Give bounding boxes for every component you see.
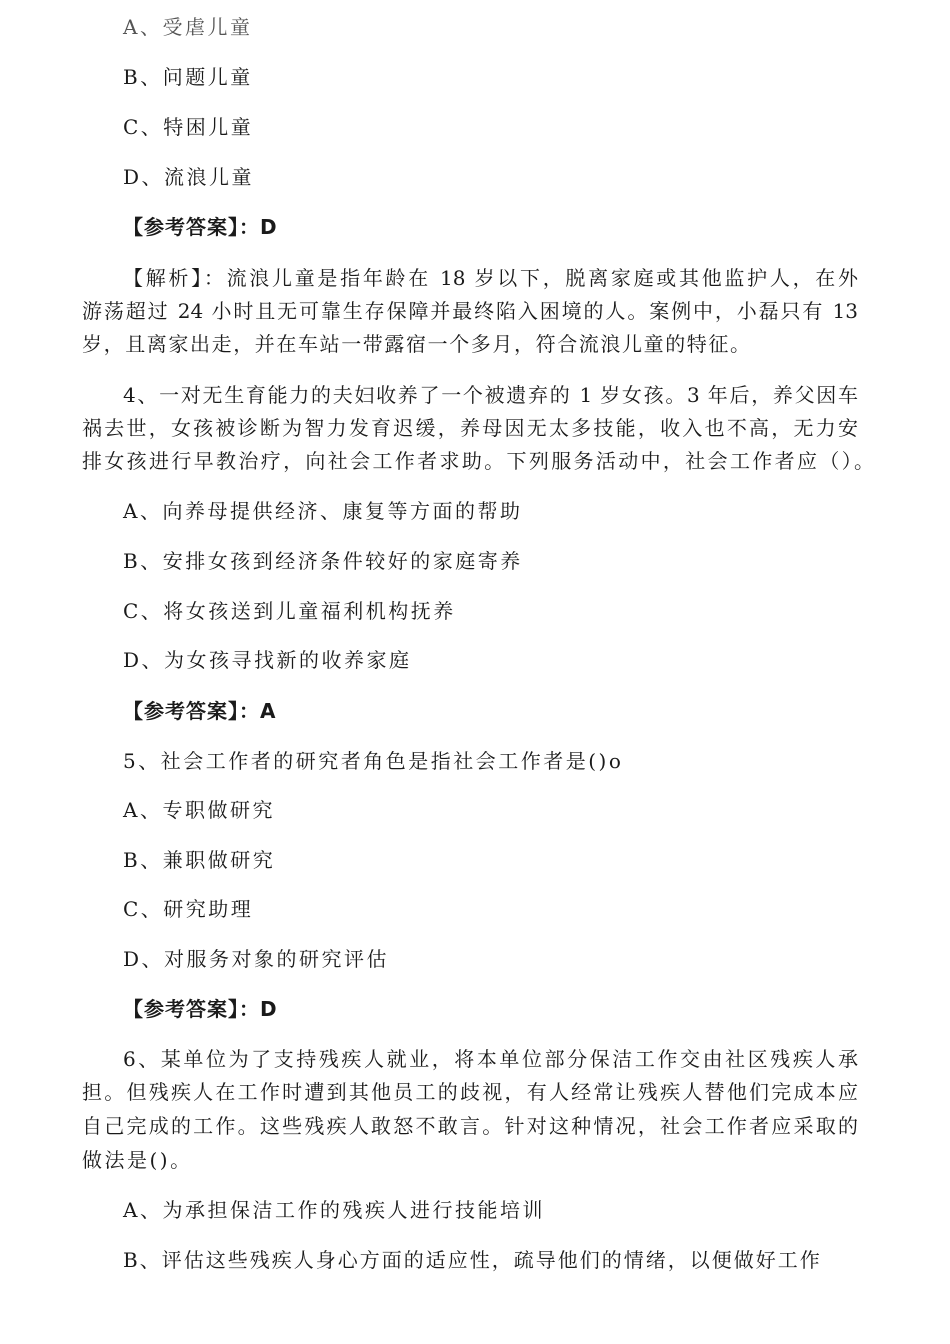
q6-stem-line: 6、某单位为了支持残疾人就业，将本单位部分保洁工作交由社区残疾人承 [123, 1047, 858, 1071]
q4-stem-line: 祸去世，女孩被诊断为智力发育迟缓，养母因无太多技能，收入也不高，无力安 [82, 416, 858, 440]
q5-option-d: D、对服务对象的研究评估 [123, 947, 390, 971]
q4-answer: 【参考答案】：A [123, 699, 277, 723]
q3-option-a: A、受虐儿童 [123, 15, 253, 39]
q6-stem-line: 自己完成的工作。这些残疾人敢怒不敢言。针对这种情况，社会工作者应采取的 [82, 1114, 858, 1138]
cropped-line [0, 15, 950, 41]
q5-option-b: B、兼职做研究 [123, 848, 276, 872]
q4-option-c: C、将女孩送到儿童福利机构抚养 [123, 599, 456, 623]
q4-option-a: A、向养母提供经济、康复等方面的帮助 [123, 499, 523, 523]
q4-stem-line: 排女孩进行早教治疗，向社会工作者求助。下列服务活动中，社会工作者应（）。 [82, 449, 874, 473]
q6-option-b: B、评估这些残疾人身心方面的适应性，疏导他们的情绪，以便做好工作 [123, 1248, 822, 1272]
q3-analysis-line: 岁，且离家出走，并在车站一带露宿一个多月，符合流浪儿童的特征。 [82, 332, 752, 356]
q5-option-a: A、专职做研究 [123, 798, 275, 822]
q6-stem-line: 担。但残疾人在工作时遭到其他员工的歧视，有人经常让残疾人替他们完成本应 [82, 1080, 858, 1104]
q3-analysis-line: 游荡超过 24 小时且无可靠生存保障并最终陷入困境的人。案例中，小磊只有 13 [82, 299, 858, 323]
q3-analysis-line: 【解析】：流浪儿童是指年龄在 18 岁以下，脱离家庭或其他监护人，在外 [123, 266, 858, 290]
q4-stem-line: 4、一对无生育能力的夫妇收养了一个被遗弃的 1 岁女孩。3 年后，养父因车 [123, 383, 858, 407]
q6-option-a: A、为承担保洁工作的残疾人进行技能培训 [123, 1198, 545, 1222]
q6-stem-line: 做法是()。 [82, 1148, 193, 1172]
q3-option-b: B、问题儿童 [123, 65, 253, 89]
q3-option-c: C、特困儿童 [123, 115, 254, 139]
q5-stem: 5、社会工作者的研究者角色是指社会工作者是()o [123, 749, 624, 773]
q5-option-c: C、研究助理 [123, 897, 254, 921]
q4-option-b: B、安排女孩到经济条件较好的家庭寄养 [123, 549, 523, 573]
q5-answer: 【参考答案】：D [123, 997, 278, 1021]
q4-option-d: D、为女孩寻找新的收养家庭 [123, 648, 412, 672]
q3-answer: 【参考答案】：D [123, 215, 278, 239]
q3-option-d: D、流浪儿童 [123, 165, 255, 189]
